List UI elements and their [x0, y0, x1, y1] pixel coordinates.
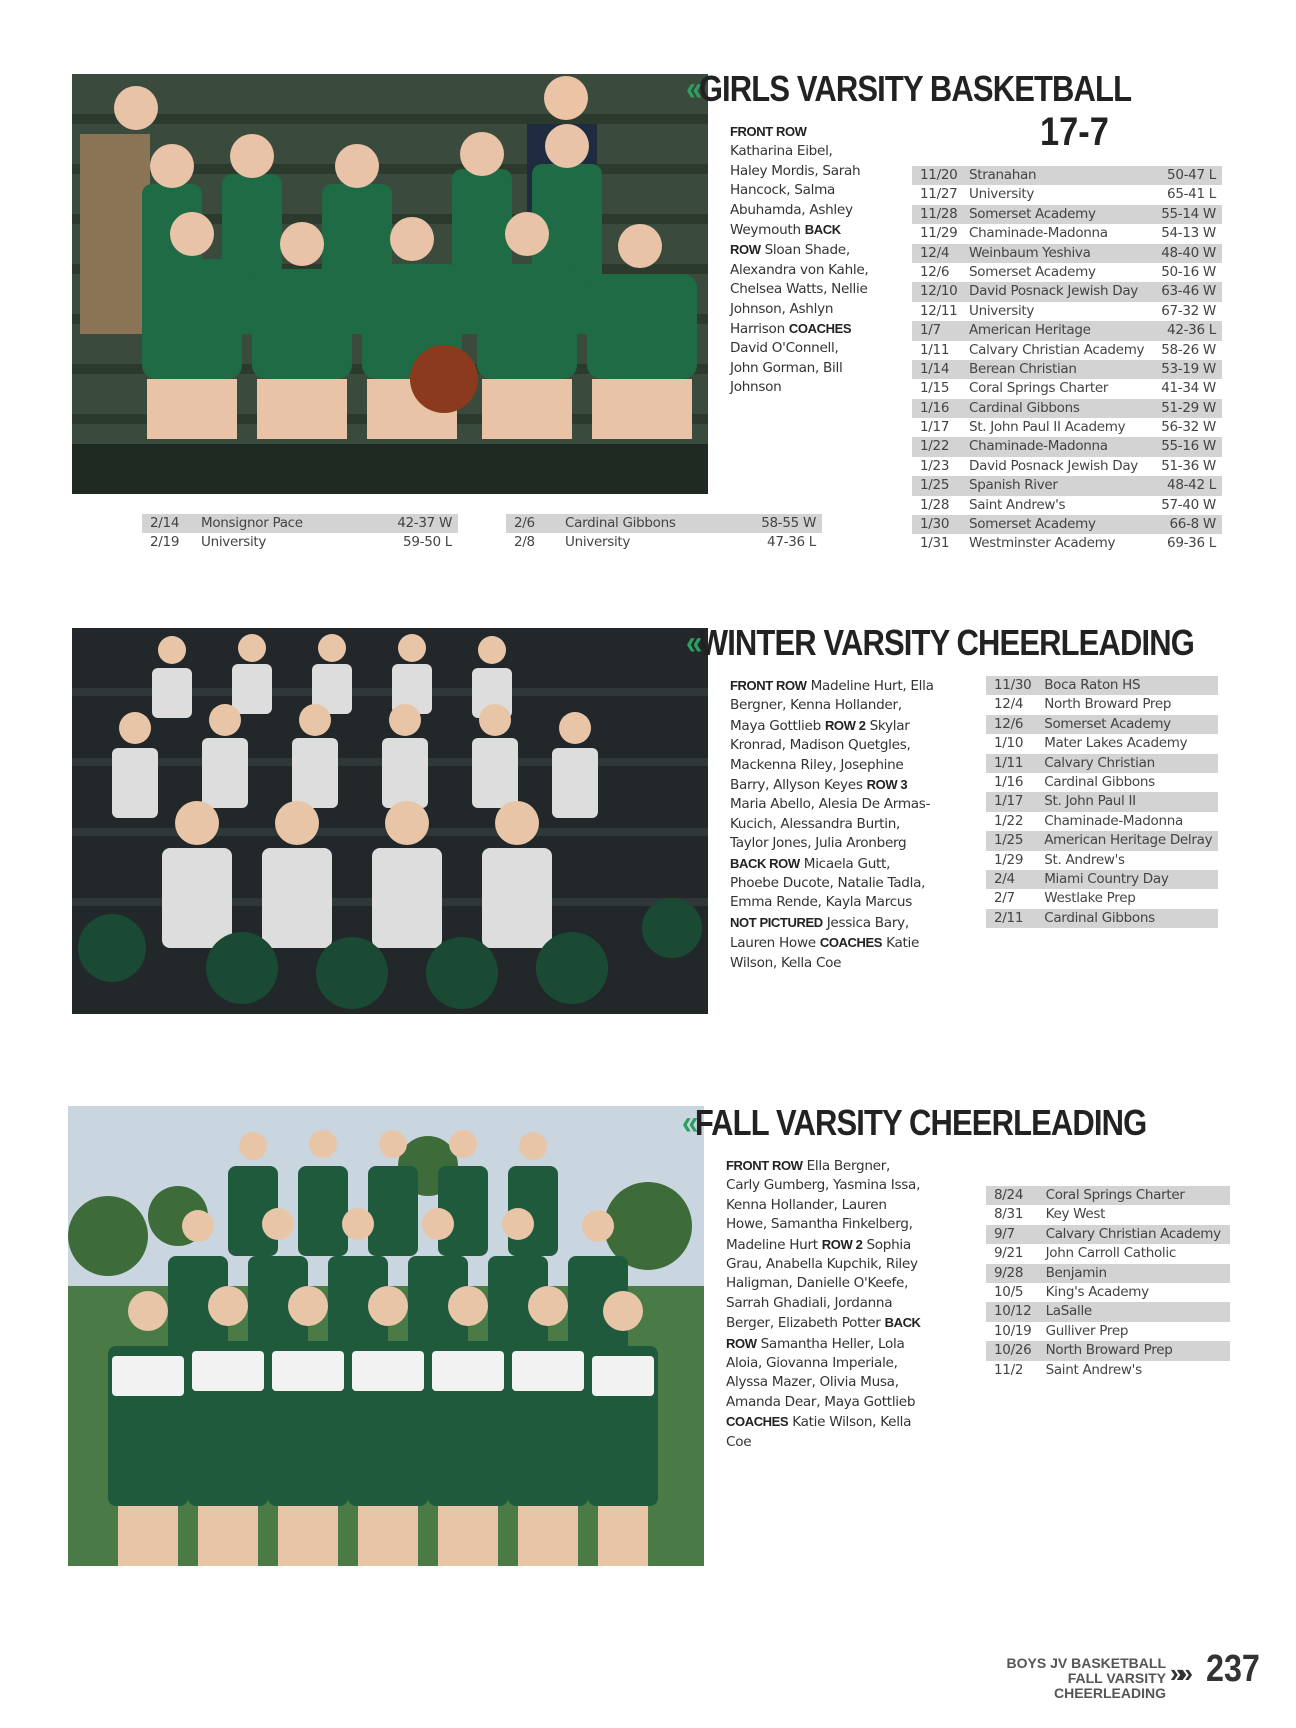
game-date: 2/4	[994, 870, 1015, 887]
schedule-row	[986, 1244, 1230, 1263]
schedule-row	[912, 496, 1222, 515]
page-number: 237	[1206, 1648, 1260, 1690]
game-opponent: Saint Andrew's	[969, 496, 1066, 513]
basketball-schedule-part3	[506, 514, 822, 553]
game-date: 1/10	[994, 735, 1024, 752]
schedule-row	[912, 205, 1222, 224]
game-score: 69-36 L	[1167, 535, 1216, 552]
schedule-row	[986, 1361, 1230, 1380]
roster-row-label: FRONT ROW	[730, 678, 807, 693]
game-date: 1/25	[994, 832, 1024, 849]
game-date: 12/6	[920, 263, 950, 280]
roster-names: Sloan Shade, Alexandra von Kahle, Chelsea Watts, Nellie Johnson, Ashlyn Harrison	[730, 242, 869, 338]
schedule-row	[142, 533, 458, 552]
game-date: 9/28	[994, 1264, 1024, 1281]
schedule-row	[912, 185, 1222, 204]
game-date: 1/16	[920, 399, 950, 416]
basketball-heading	[686, 68, 1131, 110]
roster-names: Jessica Bary, Lauren Howe	[730, 914, 909, 952]
game-score: 50-16 W	[1161, 263, 1216, 280]
game-score: 47-36 L	[767, 534, 816, 551]
game-score: 65-41 L	[1167, 186, 1216, 203]
schedule-row	[912, 166, 1222, 185]
game-opponent: American Heritage	[969, 322, 1091, 339]
game-date: 1/28	[920, 496, 950, 513]
game-date: 12/4	[994, 696, 1024, 713]
game-score: 51-29 W	[1161, 399, 1216, 416]
game-opponent: Cardinal Gibbons	[1044, 773, 1155, 790]
schedule-row	[986, 792, 1218, 811]
game-opponent: Spanish River	[969, 477, 1058, 494]
schedule-row	[912, 379, 1222, 398]
schedule-row	[912, 399, 1222, 418]
schedule-row	[912, 476, 1222, 495]
schedule-row	[912, 360, 1222, 379]
schedule-row	[986, 715, 1218, 734]
schedule-row	[912, 341, 1222, 360]
game-opponent: King's Academy	[1045, 1283, 1149, 1300]
roster-names: Micaela Gutt, Phoebe Ducote, Natalie Tadla, Emma Rende, Kayla Marcus	[730, 855, 926, 911]
game-date: 10/12	[994, 1303, 1032, 1320]
game-date: 1/29	[994, 851, 1024, 868]
schedule-row	[986, 870, 1218, 889]
game-opponent: Benjamin	[1045, 1264, 1107, 1281]
game-opponent: Somerset Academy	[969, 205, 1096, 222]
game-opponent: Chaminade-Madonna	[969, 438, 1108, 455]
roster-row-label: COACHES	[726, 1414, 789, 1430]
game-date: 8/31	[994, 1206, 1024, 1223]
game-opponent: Calvary Christian Academy	[1045, 1225, 1221, 1242]
roster-names: Katie Wilson, Kella Coe	[726, 1414, 912, 1450]
schedule-row	[912, 437, 1222, 456]
game-date: 12/11	[920, 302, 958, 319]
game-opponent: David Posnack Jewish Day	[969, 457, 1138, 474]
schedule-row	[986, 851, 1218, 870]
game-opponent: Mater Lakes Academy	[1044, 735, 1188, 752]
game-date: 9/7	[994, 1225, 1015, 1242]
game-date: 12/6	[994, 715, 1024, 732]
schedule-row	[986, 1283, 1230, 1302]
game-date: 10/5	[994, 1283, 1024, 1300]
game-date: 12/4	[920, 244, 950, 261]
schedule-row	[912, 457, 1222, 476]
game-date: 1/15	[920, 380, 950, 397]
game-opponent: Somerset Academy	[969, 263, 1096, 280]
chevron-left-icon: «	[686, 69, 694, 108]
game-opponent: Coral Springs Charter	[1045, 1187, 1185, 1203]
game-opponent: Saint Andrew's	[1045, 1361, 1142, 1378]
game-opponent: Coral Springs Charter	[969, 380, 1109, 397]
game-date: 10/26	[994, 1342, 1032, 1359]
game-date: 11/28	[920, 205, 958, 222]
schedule-row	[986, 831, 1218, 850]
schedule-row	[912, 534, 1222, 553]
game-score: 59-50 L	[403, 534, 452, 551]
game-opponent: Berean Christian	[969, 360, 1077, 377]
roster-names: Katharina Eibel, Haley Mordis, Sarah Hancock, Salma Abuhamda, Ashley Weymouth	[730, 143, 861, 239]
game-opponent: Calvary Christian Academy	[969, 341, 1145, 358]
footer-line-2: FALL VARSITY CHEERLEADING	[1053, 1670, 1166, 1701]
game-date: 1/11	[994, 754, 1024, 771]
game-date: 2/11	[994, 909, 1024, 926]
game-score: 42-36 L	[1167, 322, 1216, 339]
game-opponent: Boca Raton HS	[1044, 677, 1141, 693]
game-opponent: Chaminade-Madonna	[1044, 812, 1183, 829]
roster-row-label: BACK ROW	[730, 222, 841, 258]
game-opponent: Cardinal Gibbons	[1044, 909, 1155, 926]
game-opponent: North Broward Prep	[1045, 1342, 1173, 1359]
game-date: 2/8	[514, 534, 535, 551]
roster-row-label: BACK ROW	[726, 1315, 921, 1351]
schedule-row	[912, 515, 1222, 534]
game-score: 41-34 W	[1161, 380, 1216, 397]
roster-row-label: FRONT ROW	[726, 1158, 803, 1173]
game-date: 1/22	[920, 438, 950, 455]
roster-names: David O'Connell, John Gorman, Bill Johnson	[730, 340, 843, 396]
game-date: 1/22	[994, 812, 1024, 829]
game-opponent: North Broward Prep	[1044, 696, 1172, 713]
game-score: 55-14 W	[1161, 205, 1216, 222]
schedule-row	[142, 514, 458, 533]
schedule-row	[986, 1205, 1230, 1224]
roster-row-label: BACK ROW	[730, 855, 800, 871]
game-date: 9/21	[994, 1245, 1024, 1262]
chevron-left-icon: «	[686, 623, 694, 662]
game-date: 1/31	[920, 535, 950, 552]
game-opponent: University	[969, 302, 1035, 319]
fall-heading	[682, 1102, 1146, 1144]
game-date: 1/17	[920, 419, 950, 436]
schedule-row	[986, 1186, 1230, 1205]
game-opponent: University	[200, 534, 267, 551]
chevron-left-icon: «	[682, 1103, 690, 1142]
roster-names: Sophia Grau, Anabella Kupchik, Riley Haligman, Danielle O'Keefe, Sarrah Ghadiali, Jordanna Berger, Elizabeth Potter	[726, 1236, 918, 1332]
roster-names: Katie Wilson, Kella Coe	[730, 935, 920, 971]
game-date: 2/19	[150, 534, 180, 551]
winter-heading	[686, 622, 1194, 664]
winter-roster	[730, 676, 940, 973]
game-score: 53-19 W	[1161, 360, 1216, 377]
roster-names: Maria Abello, Alesia De Armas-Kucich, Alessandra Burtin, Taylor Jones, Julia Aronberg	[730, 796, 931, 852]
game-score: 58-55 W	[761, 515, 816, 531]
chevron-right-icon: »»	[1170, 1658, 1187, 1688]
fall-roster	[726, 1156, 926, 1452]
game-opponent: Westminster Academy	[969, 535, 1116, 552]
schedule-row	[912, 302, 1222, 321]
game-opponent: Weinbaum Yeshiva	[969, 244, 1091, 261]
game-score: 48-42 L	[1167, 477, 1216, 494]
game-date: 2/6	[514, 515, 535, 531]
game-opponent: John Carroll Catholic	[1045, 1245, 1176, 1262]
winter-schedule	[986, 676, 1218, 928]
game-score: 63-46 W	[1161, 283, 1216, 300]
game-date: 11/27	[920, 186, 958, 203]
game-opponent: Somerset Academy	[969, 516, 1096, 533]
game-date: 1/16	[994, 773, 1024, 790]
roster-names: Madeline Hurt, Ella Bergner, Kenna Hollander, Maya Gottlieb	[730, 678, 934, 734]
game-opponent: Somerset Academy	[1044, 715, 1171, 732]
game-date: 8/24	[994, 1187, 1024, 1203]
fall-schedule	[986, 1186, 1230, 1380]
game-opponent: St. Andrew's	[1044, 851, 1125, 868]
game-opponent: Key West	[1045, 1206, 1106, 1223]
game-score: 56-32 W	[1161, 419, 1216, 436]
basketball-schedule-part2	[142, 514, 458, 553]
game-opponent: Calvary Christian	[1044, 754, 1155, 771]
game-score: 67-32 W	[1161, 302, 1216, 319]
game-date: 1/17	[994, 793, 1024, 810]
roster-names: Skylar Kronrad, Madison Quetgles, Mackenna Riley, Josephine Barry, Allyson Keyes	[730, 717, 911, 794]
schedule-row	[912, 321, 1222, 340]
schedule-row	[986, 773, 1218, 792]
game-date: 11/29	[920, 225, 958, 242]
game-score: 58-26 W	[1161, 341, 1216, 358]
game-date: 1/14	[920, 360, 950, 377]
game-score: 55-16 W	[1161, 438, 1216, 455]
game-date: 2/14	[150, 515, 180, 531]
game-score: 51-36 W	[1161, 457, 1216, 474]
game-score: 42-37 W	[397, 515, 452, 531]
game-score: 66-8 W	[1169, 516, 1216, 533]
game-date: 11/20	[920, 167, 958, 183]
basketball-record: 17-7	[1040, 110, 1109, 154]
basketball-title: GIRLS VARSITY BASKETBALL	[698, 68, 1132, 109]
schedule-row	[986, 1302, 1230, 1321]
schedule-row	[506, 514, 822, 533]
game-opponent: St. John Paul II	[1044, 793, 1136, 810]
schedule-row	[986, 1341, 1230, 1360]
game-opponent: University	[969, 186, 1035, 203]
game-score: 48-40 W	[1161, 244, 1216, 261]
footer-line-1: BOYS JV BASKETBALL	[1006, 1655, 1166, 1671]
schedule-row	[986, 1264, 1230, 1283]
footer-section-labels	[980, 1656, 1166, 1701]
game-score: 57-40 W	[1161, 496, 1216, 513]
roster-names: Ella Bergner, Carly Gumberg, Yasmina Issa, Kenna Hollander, Lauren Howe, Samantha Finkelberg, Madeline Hurt	[726, 1158, 921, 1253]
basketball-team-photo	[72, 74, 708, 494]
schedule-row	[986, 909, 1218, 928]
game-opponent: Stranahan	[969, 167, 1037, 183]
game-opponent: Westlake Prep	[1044, 890, 1136, 907]
schedule-row	[912, 282, 1222, 301]
game-opponent: Cardinal Gibbons	[564, 515, 676, 531]
game-date: 1/11	[920, 341, 950, 358]
schedule-row	[986, 1322, 1230, 1341]
roster-row-label: COACHES	[788, 321, 852, 337]
game-date: 10/19	[994, 1322, 1032, 1339]
game-score: 50-47 L	[1167, 167, 1216, 183]
schedule-row	[912, 244, 1222, 263]
game-date: 12/10	[920, 283, 958, 300]
game-opponent: David Posnack Jewish Day	[969, 283, 1138, 300]
roster-row-label: NOT PICTURED	[730, 914, 823, 930]
schedule-row	[986, 754, 1218, 773]
game-opponent: American Heritage Delray	[1044, 832, 1213, 849]
winter-cheer-photo	[72, 628, 708, 1014]
fall-title: FALL VARSITY CHEERLEADING	[694, 1102, 1147, 1143]
game-date: 2/7	[994, 890, 1015, 907]
schedule-row	[986, 695, 1218, 714]
schedule-row	[986, 676, 1218, 695]
basketball-roster	[730, 122, 870, 398]
game-opponent: Chaminade-Madonna	[969, 225, 1108, 242]
roster-row-label: ROW 3	[866, 777, 908, 793]
game-opponent: LaSalle	[1045, 1303, 1092, 1320]
schedule-row	[912, 224, 1222, 243]
schedule-row	[912, 418, 1222, 437]
roster-row-label: COACHES	[819, 935, 883, 951]
schedule-row	[986, 734, 1218, 753]
game-date: 1/25	[920, 477, 950, 494]
game-score: 54-13 W	[1161, 225, 1216, 242]
schedule-row	[986, 1225, 1230, 1244]
schedule-row	[506, 533, 822, 552]
game-date: 11/30	[994, 677, 1032, 693]
basketball-schedule	[912, 166, 1222, 554]
schedule-row	[912, 263, 1222, 282]
schedule-row	[986, 812, 1218, 831]
game-date: 1/30	[920, 516, 950, 533]
schedule-row	[986, 889, 1218, 908]
winter-title: WINTER VARSITY CHEERLEADING	[698, 622, 1194, 663]
game-opponent: Gulliver Prep	[1045, 1322, 1129, 1339]
game-opponent: Miami Country Day	[1044, 870, 1169, 887]
game-opponent: Cardinal Gibbons	[969, 399, 1080, 416]
game-opponent: St. John Paul II Academy	[969, 419, 1126, 436]
game-date: 11/2	[994, 1361, 1024, 1378]
game-date: 1/7	[920, 322, 941, 339]
roster-row-label: ROW 2	[824, 717, 866, 733]
fall-cheer-photo	[68, 1103, 704, 1566]
roster-row-label: FRONT ROW	[730, 124, 807, 139]
game-opponent: University	[564, 534, 631, 551]
roster-row-label: ROW 2	[821, 1236, 863, 1252]
game-opponent: Monsignor Pace	[200, 515, 303, 531]
game-date: 1/23	[920, 457, 950, 474]
roster-names: Samantha Heller, Lola Aloia, Giovanna Imperiale, Alyssa Mazer, Olivia Musa, Amanda Dear, Maya Gottlieb	[726, 1335, 916, 1410]
